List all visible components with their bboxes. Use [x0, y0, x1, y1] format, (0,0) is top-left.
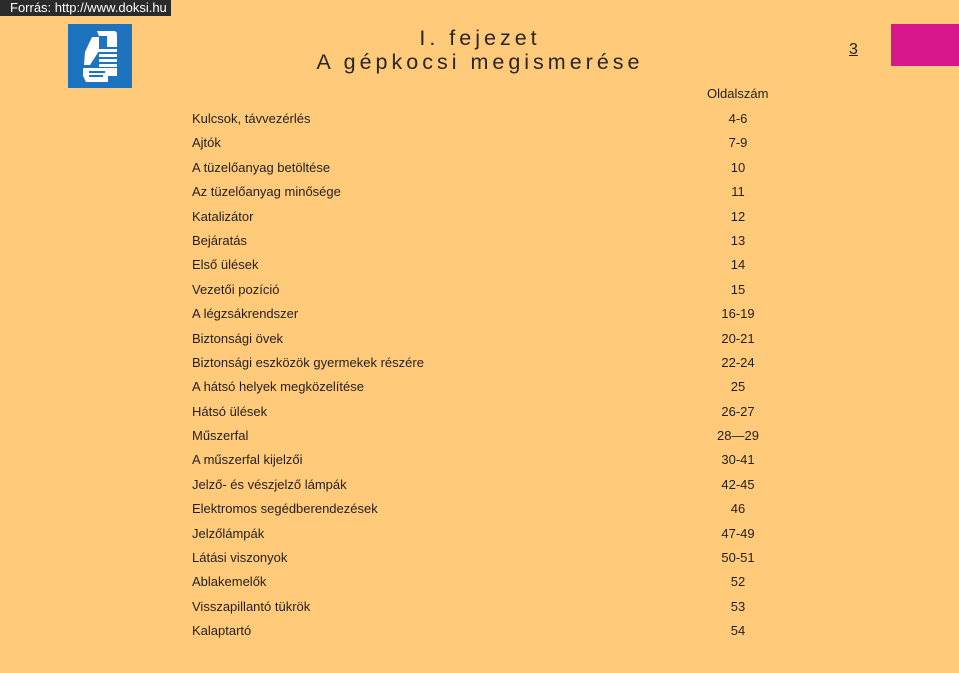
toc-entry [192, 598, 772, 622]
toc-entry-pages: 20-21 [721, 330, 755, 346]
toc-entry-pages: 30-41 [721, 452, 755, 468]
toc-entry-title: Biztonsági övek [192, 330, 284, 346]
toc-entry [192, 500, 772, 524]
toc-entry-title: A hátsó helyek megközelítése [192, 379, 364, 395]
toc-entry-pages: 25 [730, 379, 746, 395]
toc-entry [192, 427, 772, 451]
source-banner: Forrás: http://www.doksi.hu [0, 0, 171, 16]
toc-entry [192, 208, 772, 232]
toc-entry [192, 159, 772, 183]
toc-entry [192, 525, 772, 549]
toc-entry-pages: 10 [730, 159, 746, 175]
toc-entry-title: Kulcsok, távvezérlés [192, 111, 311, 126]
toc-entry [192, 183, 772, 207]
toc-entry-pages: 28—29 [717, 428, 759, 444]
toc-entry-title: Ajtók [192, 135, 221, 151]
toc-entry [192, 622, 772, 646]
toc-entry-pages: 50-51 [721, 550, 755, 566]
toc-entry-title: Visszapillantó tükrök [192, 598, 311, 614]
toc-entry [192, 378, 772, 402]
toc-entry-title: Kalaptartó [192, 623, 252, 639]
page-number: 3 [849, 41, 858, 58]
toc-entry-title: Az tüzelőanyag minősége [192, 184, 341, 200]
toc-entry-title: Műszerfal [192, 428, 249, 444]
toc-entry [192, 573, 772, 597]
toc-entry [192, 354, 772, 378]
toc-entry [192, 134, 772, 158]
toc-entry-title: Látási viszonyok [192, 550, 288, 566]
toc-entry-pages: 53 [730, 598, 746, 614]
toc-entry-title: Ablakemelők [192, 574, 267, 590]
table-of-contents [192, 110, 772, 647]
toc-entry [192, 549, 772, 573]
toc-entry-title: Vezetői pozíció [192, 281, 280, 297]
toc-entry-pages: 42-45 [721, 476, 755, 492]
chapter-title [260, 26, 700, 74]
toc-entry-pages: 47-49 [721, 525, 755, 541]
toc-entry [192, 110, 772, 134]
toc-entry [192, 403, 772, 427]
toc-entry-pages: 15 [730, 281, 746, 297]
toc-entry-pages: 52 [730, 574, 746, 590]
toc-entry-title: Jelző- és vészjelző lámpák [192, 476, 347, 492]
toc-entry-title: Hátsó ülések [192, 403, 268, 419]
toc-column-header: Oldalszám [707, 86, 769, 101]
toc-entry [192, 476, 772, 500]
toc-entry [192, 281, 772, 305]
car-seat-icon [68, 24, 132, 88]
toc-entry-title: A tüzelőanyag betöltése [192, 159, 331, 175]
chapter-number: I. fejezet [419, 26, 541, 50]
toc-entry-title: Jelzőlámpák [192, 525, 265, 541]
toc-entry-pages: 54 [730, 623, 746, 639]
toc-entry-pages: 11 [731, 184, 745, 200]
toc-entry [192, 305, 772, 329]
toc-entry-pages: 14 [730, 257, 746, 273]
section-tab [891, 24, 959, 66]
toc-entry-title: A műszerfal kijelzői [192, 452, 303, 468]
toc-entry-title: Elektromos segédberendezések [192, 501, 378, 517]
toc-entry-pages: 4-6 [728, 111, 748, 126]
toc-entry-pages: 22-24 [721, 354, 755, 370]
toc-entry-title: Biztonsági eszközök gyermekek részére [192, 354, 424, 370]
chapter-name: A gépkocsi megismerése [316, 50, 644, 74]
toc-entry-pages: 13 [730, 232, 746, 248]
toc-entry-pages: 16-19 [721, 306, 755, 322]
toc-entry-title: Első ülések [192, 257, 259, 273]
toc-entry-pages: 46 [730, 501, 746, 517]
toc-entry-pages: 12 [730, 208, 746, 224]
toc-entry [192, 232, 772, 256]
toc-entry [192, 451, 772, 475]
toc-entry-title: Bejáratás [192, 232, 247, 248]
toc-entry-pages: 26-27 [721, 403, 755, 419]
toc-entry-title: A légzsákrendszer [192, 306, 299, 322]
toc-entry [192, 330, 772, 354]
toc-entry-title: Katalizátor [192, 208, 254, 224]
toc-entry-pages: 7-9 [728, 135, 748, 151]
toc-entry [192, 256, 772, 280]
